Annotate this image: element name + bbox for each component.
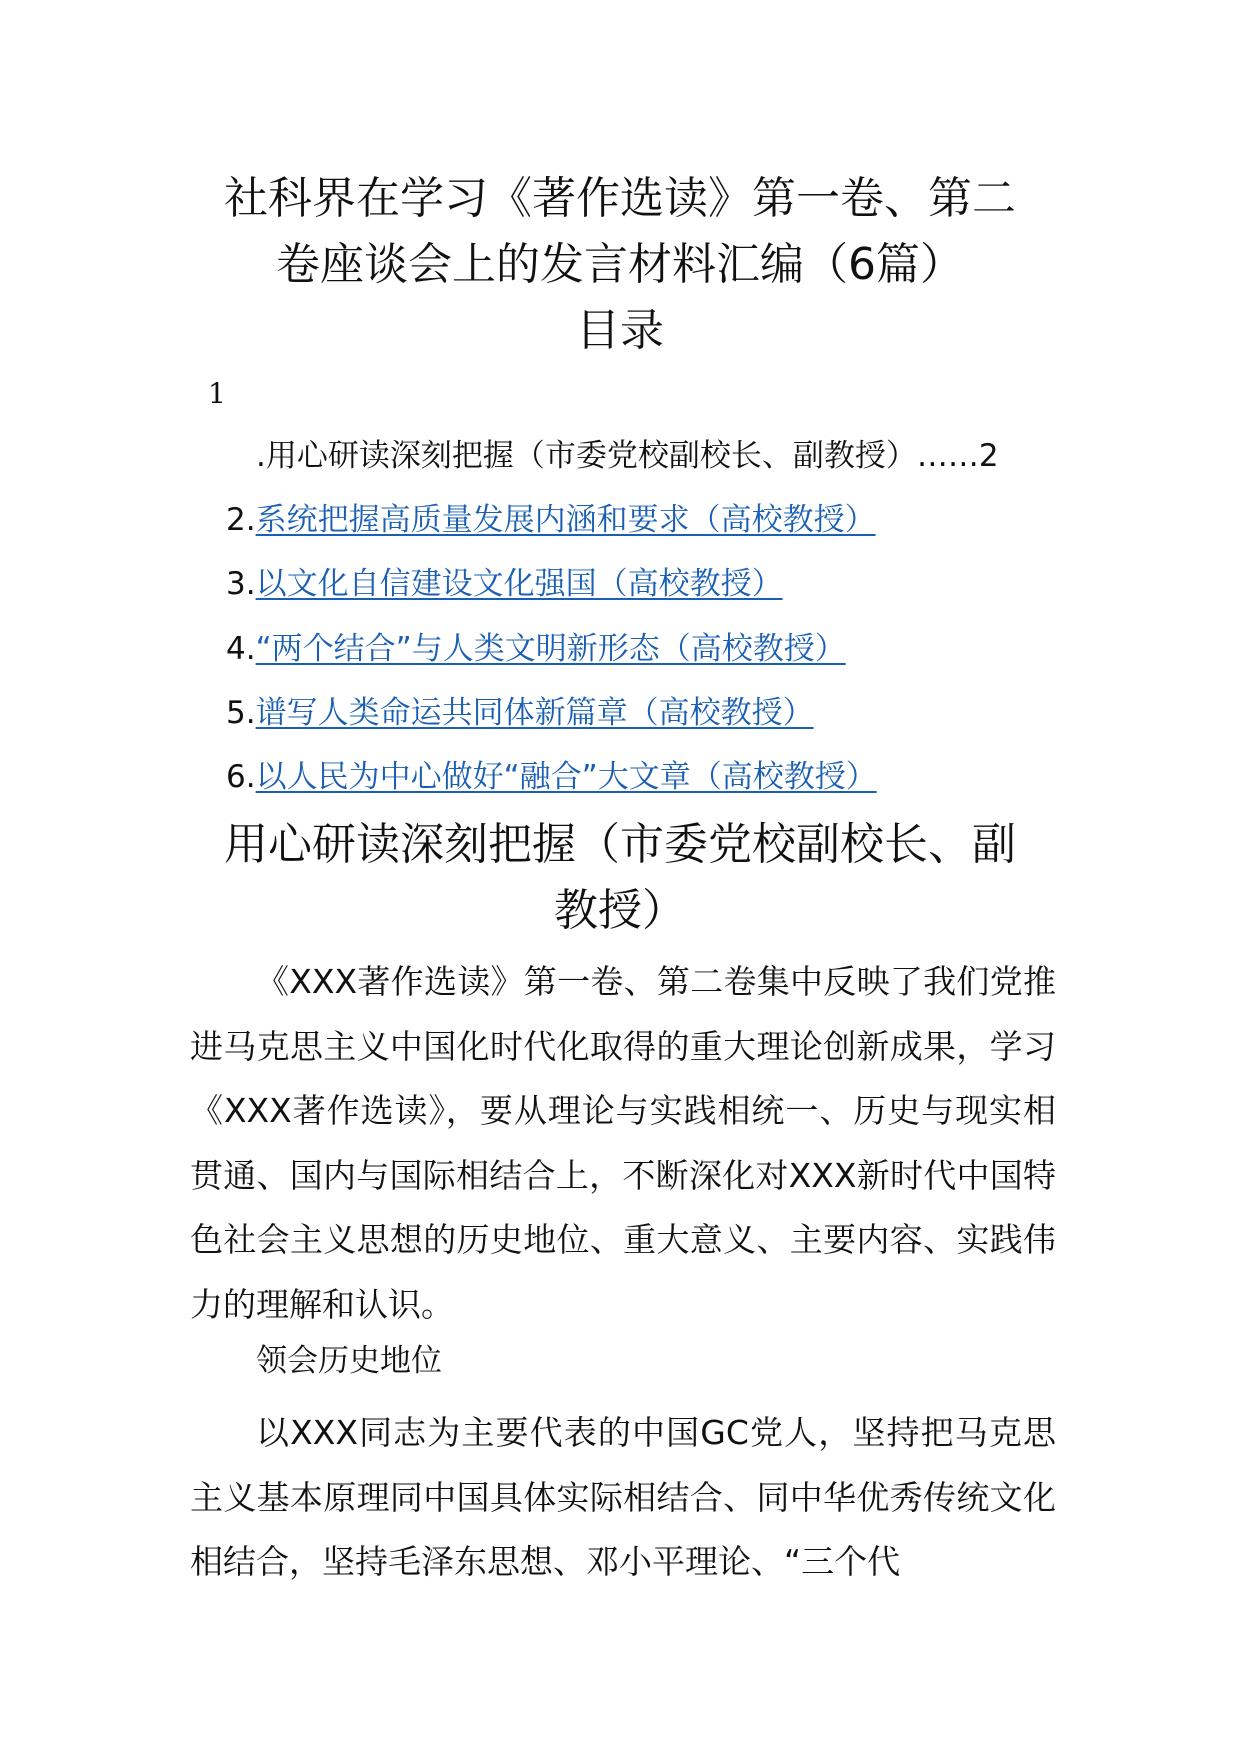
section-title-line1: 用心研读深刻把握（市委党校副校长、副 xyxy=(224,819,1016,870)
toc-item-1[interactable] xyxy=(256,434,999,478)
body-paragraph-2: 以XXX同志为主要代表的中国GC党人，坚持把马克思主义基本原理同中国具体实际相结合、同中华优秀传统文化相结合，坚持毛泽东思想、邓小平理论、“三个代 xyxy=(190,1413,1056,1581)
toc-link[interactable]: 以文化自信建设文化强国（高校教授） xyxy=(255,566,783,602)
toc-item-number: 4. xyxy=(226,631,256,667)
toc-item-text: 用心研读深刻把握（市委党校副校长、副教授）……2 xyxy=(265,438,999,474)
toc-item-2[interactable] xyxy=(226,498,876,542)
toc-link[interactable]: 以人民为中心做好“融合”大文章（高校教授） xyxy=(255,759,877,795)
toc-link[interactable]: “两个结合”与人类文明新形态（高校教授） xyxy=(255,631,846,667)
toc-first-number: 1 xyxy=(208,377,226,410)
toc-item-number: 2. xyxy=(226,502,256,538)
body-paragraph-1: 《XXX著作选读》第一卷、第二卷集中反映了我们党推进马克思主义中国化时代化取得的重大理论创新成果，学习《XXX著作选读》，要从理论与实践相统一、历史与现实相贯通、国内与国际相结合上，不断深化对XXX新时代中国特色社会主义思想的历史地位、重大意义、主要内容、实践伟力的理解和认识。 xyxy=(190,962,1056,1324)
section-title-line2: 教授） xyxy=(554,885,686,936)
toc-item-6[interactable] xyxy=(226,755,877,799)
toc-item-number: 3. xyxy=(226,566,256,602)
toc-item-4[interactable] xyxy=(226,627,846,671)
toc-item-number: . xyxy=(256,438,266,474)
document-title-line2: 卷座谈会上的发言材料汇编（6篇） xyxy=(276,239,964,290)
toc-heading: 目录 xyxy=(576,305,664,356)
toc-item-5[interactable] xyxy=(226,691,814,735)
document-title-line1: 社科界在学习《著作选读》第一卷、第二 xyxy=(224,173,1016,224)
toc-item-number: 5. xyxy=(226,695,256,731)
toc-link[interactable]: 谱写人类命运共同体新篇章（高校教授） xyxy=(255,695,814,731)
toc-item-number: 6. xyxy=(226,759,256,795)
toc-item-3[interactable] xyxy=(226,562,783,606)
toc-link[interactable]: 系统把握高质量发展内涵和要求（高校教授） xyxy=(255,502,876,538)
subheading: 领会历史地位 xyxy=(256,1343,442,1379)
